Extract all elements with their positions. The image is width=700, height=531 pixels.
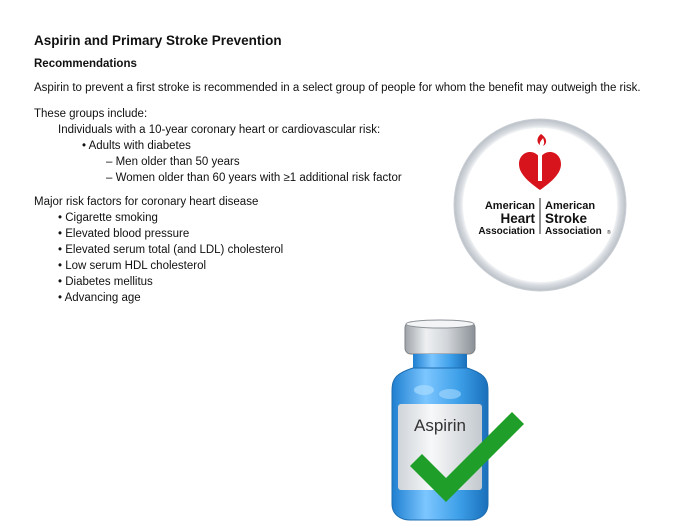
intro-text: Aspirin to prevent a first stroke is recommended in a select group of people for whom the benefit may outweigh the risk. xyxy=(34,82,641,94)
groups-heading: These groups include: xyxy=(34,108,148,120)
logo-left-line: Heart xyxy=(500,211,535,226)
risk-factor-item: • Cigarette smoking xyxy=(58,212,158,224)
aspirin-bottle-illustration xyxy=(380,318,550,526)
groups-level1: Individuals with a 10-year coronary heart or cardiovascular risk: xyxy=(58,124,381,136)
section-heading: Recommendations xyxy=(34,58,137,70)
bottle-label: Aspirin xyxy=(414,416,466,435)
slide-title: Aspirin and Primary Stroke Prevention xyxy=(34,33,282,48)
risk-factor-item: • Low serum HDL cholesterol xyxy=(58,260,207,272)
logo-left-line: Association xyxy=(478,226,535,237)
risk-factor-item: • Elevated serum total (and LDL) cholesterol xyxy=(58,244,284,256)
risk-factor-item: • Advancing age xyxy=(58,292,141,304)
aha-asa-logo xyxy=(453,118,627,292)
logo-right-line: Association xyxy=(545,226,602,237)
groups-level3-item: – Men older than 50 years xyxy=(106,156,240,168)
risk-factor-item: • Elevated blood pressure xyxy=(58,228,190,240)
registered-mark: ® xyxy=(607,230,611,236)
risk-factors-heading: Major risk factors for coronary heart disease xyxy=(34,196,259,208)
groups-level2: • Adults with diabetes xyxy=(82,140,191,152)
logo-right-line: Stroke xyxy=(545,211,588,226)
groups-level3-item: – Women older than 60 years with ≥1 additional risk factor xyxy=(106,172,402,184)
logo-left-line: American xyxy=(484,200,535,212)
risk-factor-item: • Diabetes mellitus xyxy=(58,276,153,288)
logo-right-line: American xyxy=(545,200,596,212)
